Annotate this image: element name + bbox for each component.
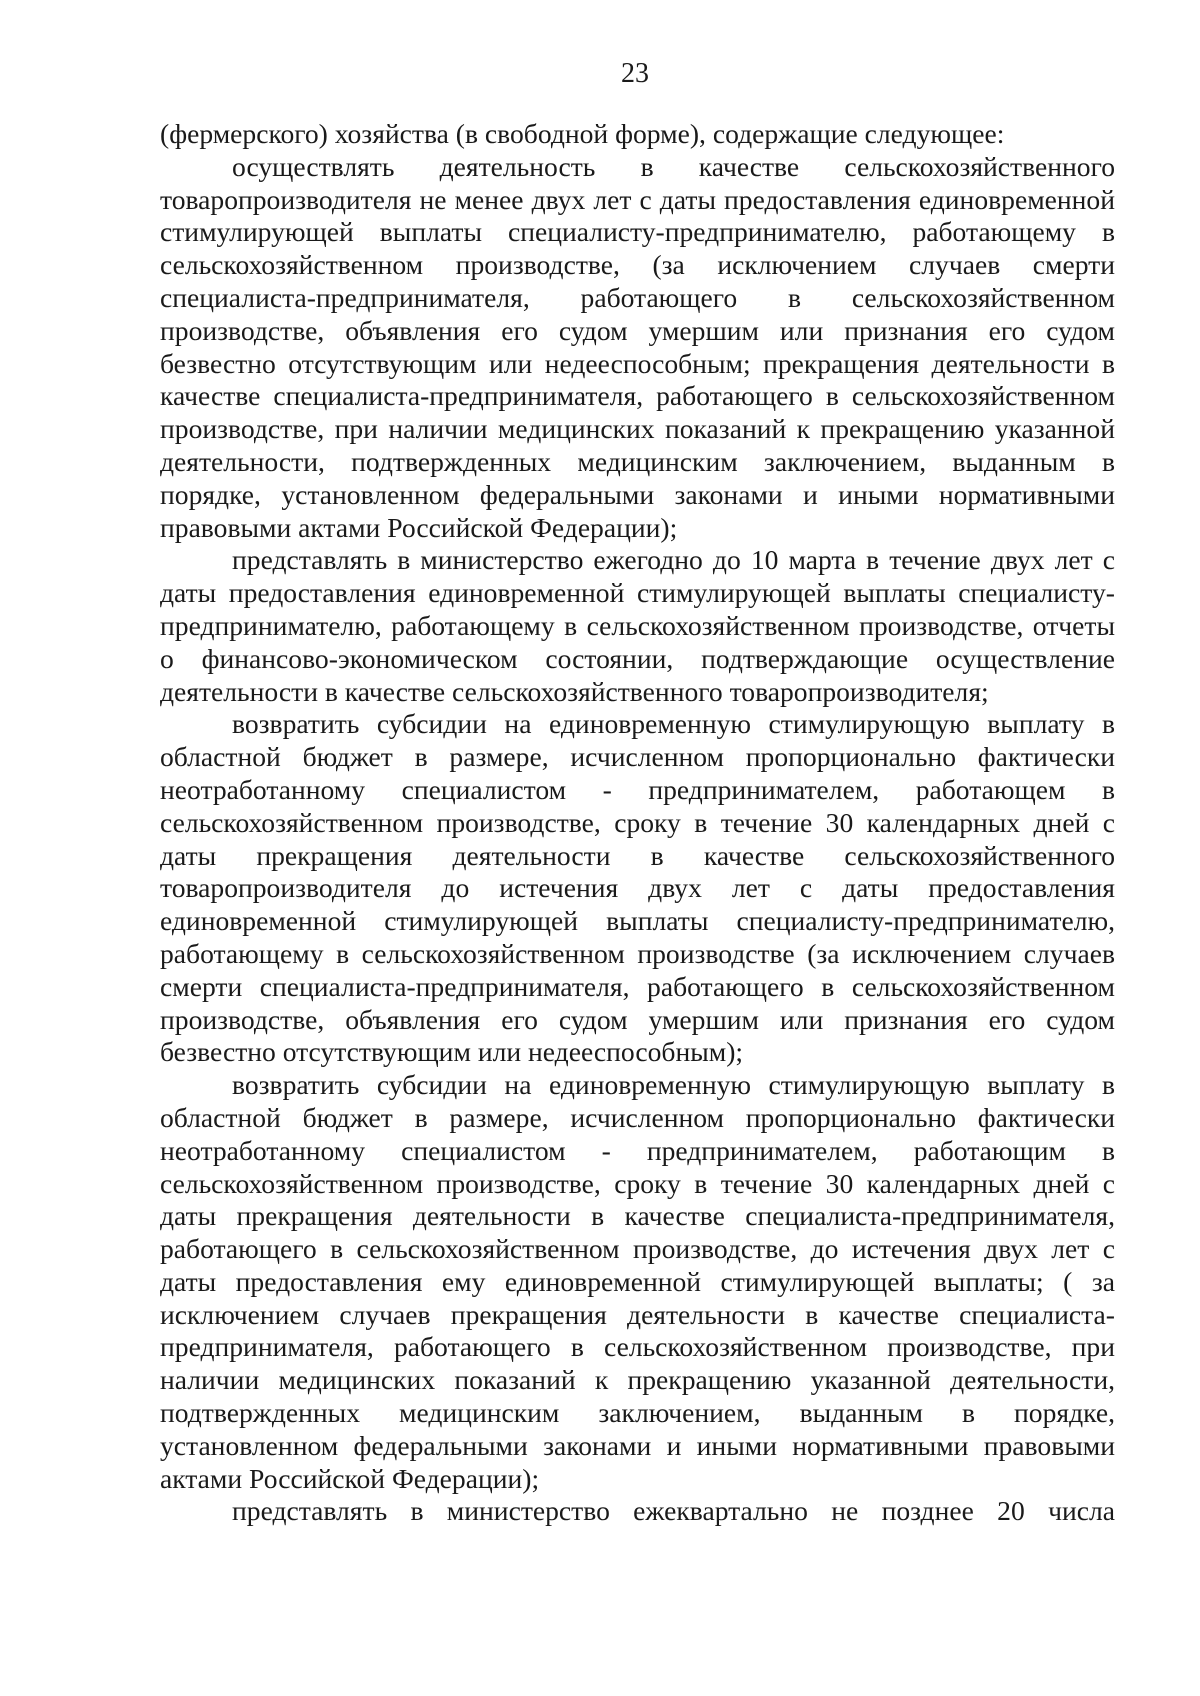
- paragraph-obligation-refund-2: возвратить субсидии на единовременную стимулирующую выплату в областной бюджет в размере, исчисленном пропорционально фактически неотработанному специалистом - предпринимателем, работающим в сельскохозяйственном производстве, сроку в течение 30 календарных дней с даты прекращения деятельности в качестве специалиста-предпринимателя, работающего в сельскохозяйственном производстве, до истечения двух лет с даты предоставления ему единовременной стимулирующей выплаты; ( за исключением случаев прекращения деятельности в качестве специалиста-предпринимателя, работающего в сельскохозяйственном производстве, при наличии медицинских показаний к прекращению указанной деятельности, подтвержденных медицинским заключением, выданным в порядке, установленном федеральными законами и иными нормативными правовыми актами Российской Федерации);: [160, 1069, 1115, 1494]
- paragraph-obligation-activity: осуществлять деятельность в качестве сельскохозяйственного товаропроизводителя не менее двух лет с даты предоставления единовременной стимулирующей выплаты специалисту-предпринимателю, работающему в сельскохозяйственном производстве, (за исключением случаев смерти специалиста-предпринимателя, работающего в сельскохозяйственном производстве, объявления его судом умершим или признания его судом безвестно отсутствующим или недееспособным; прекращения деятельности в качестве специалиста-предпринимателя, работающего в сельскохозяйственном производстве, при наличии медицинских показаний к прекращению указанной деятельности, подтвержденных медицинским заключением, выданным в порядке, установленном федеральными законами и иными нормативными правовыми актами Российской Федерации);: [160, 150, 1115, 543]
- page-number: 23: [621, 58, 649, 89]
- paragraph-intro: (фермерского) хозяйства (в свободной форме), содержащие следующее:: [160, 118, 1005, 149]
- paragraph-obligation-reports: представлять в министерство ежегодно до 10 марта в течение двух лет с даты предоставления единовременной стимулирующей выплаты специалисту-предпринимателю, работающему в сельскохозяйственном производстве, отчеты о финансово-экономическом состоянии, подтверждающие осуществление деятельности в качестве сельскохозяйственного товаропроизводителя;: [160, 544, 1115, 707]
- paragraph-obligation-refund-1: возвратить субсидии на единовременную стимулирующую выплату в областной бюджет в размере, исчисленном пропорционально фактически неотработанному специалистом - предпринимателем, работающем в сельскохозяйственном производстве, сроку в течение 30 календарных дней с даты прекращения деятельности в качестве сельскохозяйственного товаропроизводителя до истечения двух лет с даты предоставления единовременной стимулирующей выплаты специалисту-предпринимателю, работающему в сельскохозяйственном производстве (за исключением случаев смерти специалиста-предпринимателя, работающего в сельскохозяйственном производстве, объявления его судом умершим или признания его судом безвестно отсутствующим или недееспособным);: [160, 708, 1115, 1068]
- document-body: [160, 118, 1115, 1528]
- paragraph-obligation-quarterly: представлять в министерство ежеквартально не позднее 20 числа: [232, 1495, 1115, 1527]
